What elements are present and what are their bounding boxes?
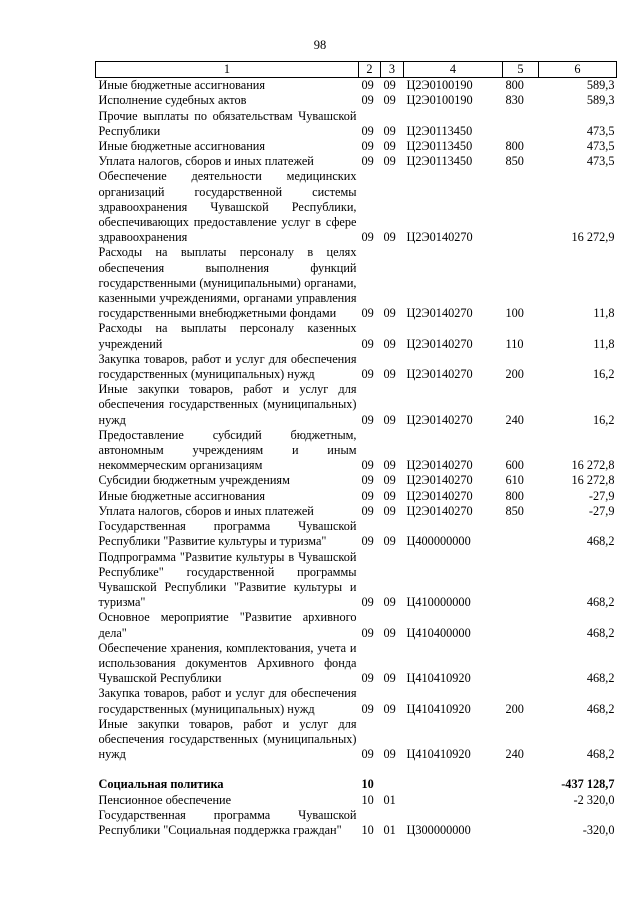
row-amount-cell: 473,5 [586, 139, 615, 154]
table-row [96, 109, 617, 139]
row-subsection-cell: 09 [383, 139, 396, 154]
row-name-cell: Закупка товаров, работ и услуг для обеспечения государственных (муниципальных) нужд [98, 686, 357, 716]
table-row [96, 610, 617, 640]
row-target-article-cell [404, 793, 503, 808]
table-row [96, 550, 617, 611]
row-subsection-cell: 09 [383, 78, 396, 93]
row-subsection-cell: 09 [383, 230, 396, 245]
row-subsection-cell: 09 [383, 123, 396, 138]
table-row [96, 428, 617, 474]
table-row [96, 93, 617, 108]
page-number: 98 [313, 38, 327, 52]
row-target-article-cell: Ц2Э0140270 [406, 503, 473, 518]
row-name-cell: Государственная программа Чувашской Республики "Развитие культуры и туризма" [98, 519, 357, 549]
row-name-cell: Иные бюджетные ассигнования [98, 139, 266, 154]
row-section-cell: 09 [361, 367, 374, 382]
row-amount-cell: -27,9 [588, 503, 615, 518]
row-amount-cell: 16 272,8 [571, 473, 615, 488]
row-amount-cell: 16 272,9 [571, 230, 615, 245]
table-row [96, 154, 617, 169]
row-name-cell: Пенсионное обеспечение [98, 792, 232, 807]
row-amount-cell: 473,5 [586, 154, 615, 169]
table-spacer-row [96, 762, 617, 777]
row-section-cell: 09 [361, 230, 374, 245]
row-section-cell: 09 [361, 488, 374, 503]
row-amount-cell: 16,2 [592, 412, 615, 427]
row-target-article-cell: Ц2Э0113450 [406, 123, 473, 138]
table-row [96, 793, 617, 808]
row-amount-cell: 468,2 [586, 747, 615, 762]
row-target-article-cell: Ц2Э0113450 [406, 139, 473, 154]
row-target-article-cell: Ц2Э0140270 [406, 367, 473, 382]
budget-table [95, 61, 617, 838]
row-name-cell: Предоставление субсидий бюджетным, автономным учреждениям и иным некоммерческим организациям [98, 427, 357, 473]
row-amount-cell: 589,3 [586, 93, 615, 108]
row-expense-type-cell: 610 [505, 473, 524, 488]
table-row [96, 489, 617, 504]
row-subsection-cell: 09 [383, 671, 396, 686]
row-expense-type-cell: 850 [505, 154, 524, 169]
row-name-cell: Уплата налогов, сборов и иных платежей [98, 154, 314, 169]
row-amount-cell: -320,0 [582, 822, 615, 837]
row-section-cell: 09 [361, 701, 374, 716]
row-expense-type-cell: 800 [505, 78, 524, 93]
row-expense-type-cell: 850 [505, 503, 524, 518]
header-cell-target-article: 4 [404, 62, 503, 78]
row-target-article-cell: Ц2Э0113450 [406, 154, 473, 169]
row-section-cell: 09 [361, 473, 374, 488]
table-row [96, 169, 617, 245]
row-target-article-cell: Ц2Э0140270 [406, 336, 473, 351]
row-subsection-cell: 09 [383, 503, 396, 518]
row-amount-cell: 468,2 [586, 671, 615, 686]
table-row [96, 473, 617, 488]
row-target-article-cell: Ц2Э0140270 [406, 412, 473, 427]
spacer-cell [96, 762, 617, 777]
table-row [96, 641, 617, 687]
row-target-article-cell: Ц2Э0140270 [406, 458, 473, 473]
row-name-cell: Исполнение судебных актов [98, 93, 247, 108]
row-subsection-cell: 09 [383, 458, 396, 473]
row-target-article-cell: Ц2Э0140270 [406, 473, 473, 488]
row-subsection-cell: 09 [383, 306, 396, 321]
row-name-cell: Государственная программа Чувашской Республики "Социальная поддержка граждан" [98, 807, 357, 837]
row-expense-type-cell: 240 [505, 412, 524, 427]
row-target-article-cell: Ц2Э0100190 [406, 78, 473, 93]
row-target-article-cell: Ц400000000 [406, 534, 471, 549]
row-section-cell: 09 [361, 747, 374, 762]
row-subsection-cell: 09 [383, 625, 396, 640]
table-row [96, 245, 617, 321]
header-cell-expense-type: 5 [503, 62, 539, 78]
row-target-article-cell: Ц300000000 [406, 822, 471, 837]
row-expense-type-cell [503, 793, 539, 808]
row-expense-type-cell [503, 550, 539, 611]
row-section-cell: 10 [361, 822, 374, 837]
row-subsection-cell: 01 [383, 792, 396, 807]
table-row [96, 504, 617, 519]
row-name-cell: Иные закупки товаров, работ и услуг для обеспечения государственных (муниципальных) нужд [98, 382, 357, 427]
row-section-cell: 09 [361, 412, 374, 427]
row-expense-type-cell [503, 641, 539, 687]
row-name-cell: Иные закупки товаров, работ и услуг для обеспечения государственных (муниципальных) нужд [98, 716, 357, 762]
row-subsection-cell: 09 [383, 336, 396, 351]
table-header-row [96, 62, 617, 78]
row-section-cell: 09 [361, 671, 374, 686]
row-expense-type-cell: 830 [505, 93, 524, 108]
row-section-cell: 09 [361, 534, 374, 549]
row-expense-type-cell [503, 777, 539, 792]
row-name-cell: Иные бюджетные ассигнования [98, 488, 266, 503]
row-name-cell: Субсидии бюджетным учреждениям [98, 473, 290, 488]
row-amount-cell: 16,2 [592, 367, 615, 382]
table-row [96, 139, 617, 154]
row-section-cell: 09 [361, 336, 374, 351]
row-expense-type-cell [503, 808, 539, 838]
table-row [96, 78, 617, 94]
row-name-cell: Основное мероприятие "Развитие архивного дела" [98, 610, 357, 640]
row-subsection-cell: 09 [383, 747, 396, 762]
table-row [96, 352, 617, 382]
row-target-article-cell: Ц410410920 [406, 701, 471, 716]
row-amount-cell: -27,9 [588, 488, 615, 503]
row-amount-cell: 473,5 [586, 123, 615, 138]
row-subsection-cell: 09 [383, 488, 396, 503]
row-expense-type-cell: 110 [505, 336, 524, 351]
row-section-cell: 09 [361, 123, 374, 138]
row-section-cell: 09 [361, 154, 374, 169]
row-target-article-cell: Ц2Э0140270 [406, 306, 473, 321]
table-row [96, 382, 617, 428]
header-cell-name: 1 [96, 62, 359, 78]
row-section-cell: 09 [361, 458, 374, 473]
row-name-cell: Обеспечение деятельности медицинских организаций государственной системы здравоохранения Чувашской Республики, обеспечивающих предоставление услуг в сфере здравоохранения [98, 169, 357, 245]
row-name-cell: Прочие выплаты по обязательствам Чувашской Республики [98, 108, 357, 138]
table-row [96, 686, 617, 716]
row-name-cell: Уплата налогов, сборов и иных платежей [98, 503, 314, 518]
row-subsection-cell: 01 [383, 822, 396, 837]
row-expense-type-cell: 800 [505, 139, 524, 154]
row-target-article-cell: Ц410410920 [406, 671, 471, 686]
row-subsection-cell: 09 [383, 412, 396, 427]
row-target-article-cell: Ц410000000 [406, 595, 471, 610]
row-expense-type-cell: 600 [505, 458, 524, 473]
row-name-cell: Расходы на выплаты персоналу в целях обеспечения выполнения функций государственными (муниципальными) органами, казенными учреждениями, органами управления государственными внебюджетными фондами [98, 245, 357, 321]
row-amount-cell: -437 128,7 [561, 777, 615, 792]
row-expense-type-cell: 200 [505, 701, 524, 716]
row-amount-cell: 468,2 [586, 534, 615, 549]
row-amount-cell: 468,2 [586, 701, 615, 716]
table-row [96, 808, 617, 838]
row-section-cell: 09 [361, 625, 374, 640]
row-subsection-cell: 09 [383, 595, 396, 610]
row-amount-cell: 11,8 [593, 336, 615, 351]
row-name-cell: Подпрограмма "Развитие культуры в Чувашской Республике" государственной программы Чувашской Республики "Развитие культуры и туризма" [98, 549, 357, 610]
row-section-cell: 09 [361, 595, 374, 610]
row-subsection-cell: 09 [383, 534, 396, 549]
row-name-cell: Расходы на выплаты персоналу казенных учреждений [98, 321, 357, 351]
row-expense-type-cell [503, 610, 539, 640]
row-amount-cell: 468,2 [586, 595, 615, 610]
row-target-article-cell: Ц2Э0100190 [406, 93, 473, 108]
row-expense-type-cell [503, 519, 539, 549]
row-amount-cell: 11,8 [593, 306, 615, 321]
row-target-article-cell: Ц410400000 [406, 625, 471, 640]
row-section-cell: 09 [361, 139, 374, 154]
table-row [96, 519, 617, 549]
table-row [96, 777, 617, 792]
row-name-cell: Обеспечение хранения, комплектования, учета и использования документов Архивного фонда Чувашской Республики [98, 640, 357, 686]
header-cell-amount: 6 [539, 62, 617, 78]
table-body [96, 62, 617, 839]
row-subsection-cell: 09 [383, 701, 396, 716]
row-target-article-cell: Ц2Э0140270 [406, 230, 473, 245]
row-subsection-cell: 09 [383, 367, 396, 382]
row-section-cell: 10 [361, 777, 374, 792]
row-subsection-cell [381, 777, 404, 792]
table-row [96, 321, 617, 351]
row-expense-type-cell [503, 109, 539, 139]
row-section-cell: 09 [361, 306, 374, 321]
row-subsection-cell: 09 [383, 154, 396, 169]
row-section-cell: 10 [361, 792, 374, 807]
row-name-cell: Иные бюджетные ассигнования [98, 78, 266, 93]
header-cell-subsection: 3 [381, 62, 404, 78]
row-expense-type-cell: 100 [505, 306, 524, 321]
row-subsection-cell: 09 [383, 93, 396, 108]
header-cell-section: 2 [359, 62, 381, 78]
row-amount-cell: 589,3 [586, 78, 615, 93]
row-name-cell: Закупка товаров, работ и услуг для обеспечения государственных (муниципальных) нужд [98, 351, 357, 382]
row-section-cell: 09 [361, 78, 374, 93]
row-name-cell: Социальная политика [98, 777, 224, 792]
row-section-cell: 09 [361, 93, 374, 108]
row-amount-cell: -2 320,0 [573, 792, 615, 807]
row-target-article-cell: Ц2Э0140270 [406, 488, 473, 503]
row-subsection-cell: 09 [383, 473, 396, 488]
row-target-article-cell [404, 777, 503, 792]
table-row [96, 717, 617, 763]
row-expense-type-cell: 800 [505, 488, 524, 503]
row-amount-cell: 468,2 [586, 625, 615, 640]
row-section-cell: 09 [361, 503, 374, 518]
row-expense-type-cell: 200 [505, 367, 524, 382]
row-expense-type-cell: 240 [505, 747, 524, 762]
row-amount-cell: 16 272,8 [571, 458, 615, 473]
row-target-article-cell: Ц410410920 [406, 747, 471, 762]
row-expense-type-cell [503, 169, 539, 245]
